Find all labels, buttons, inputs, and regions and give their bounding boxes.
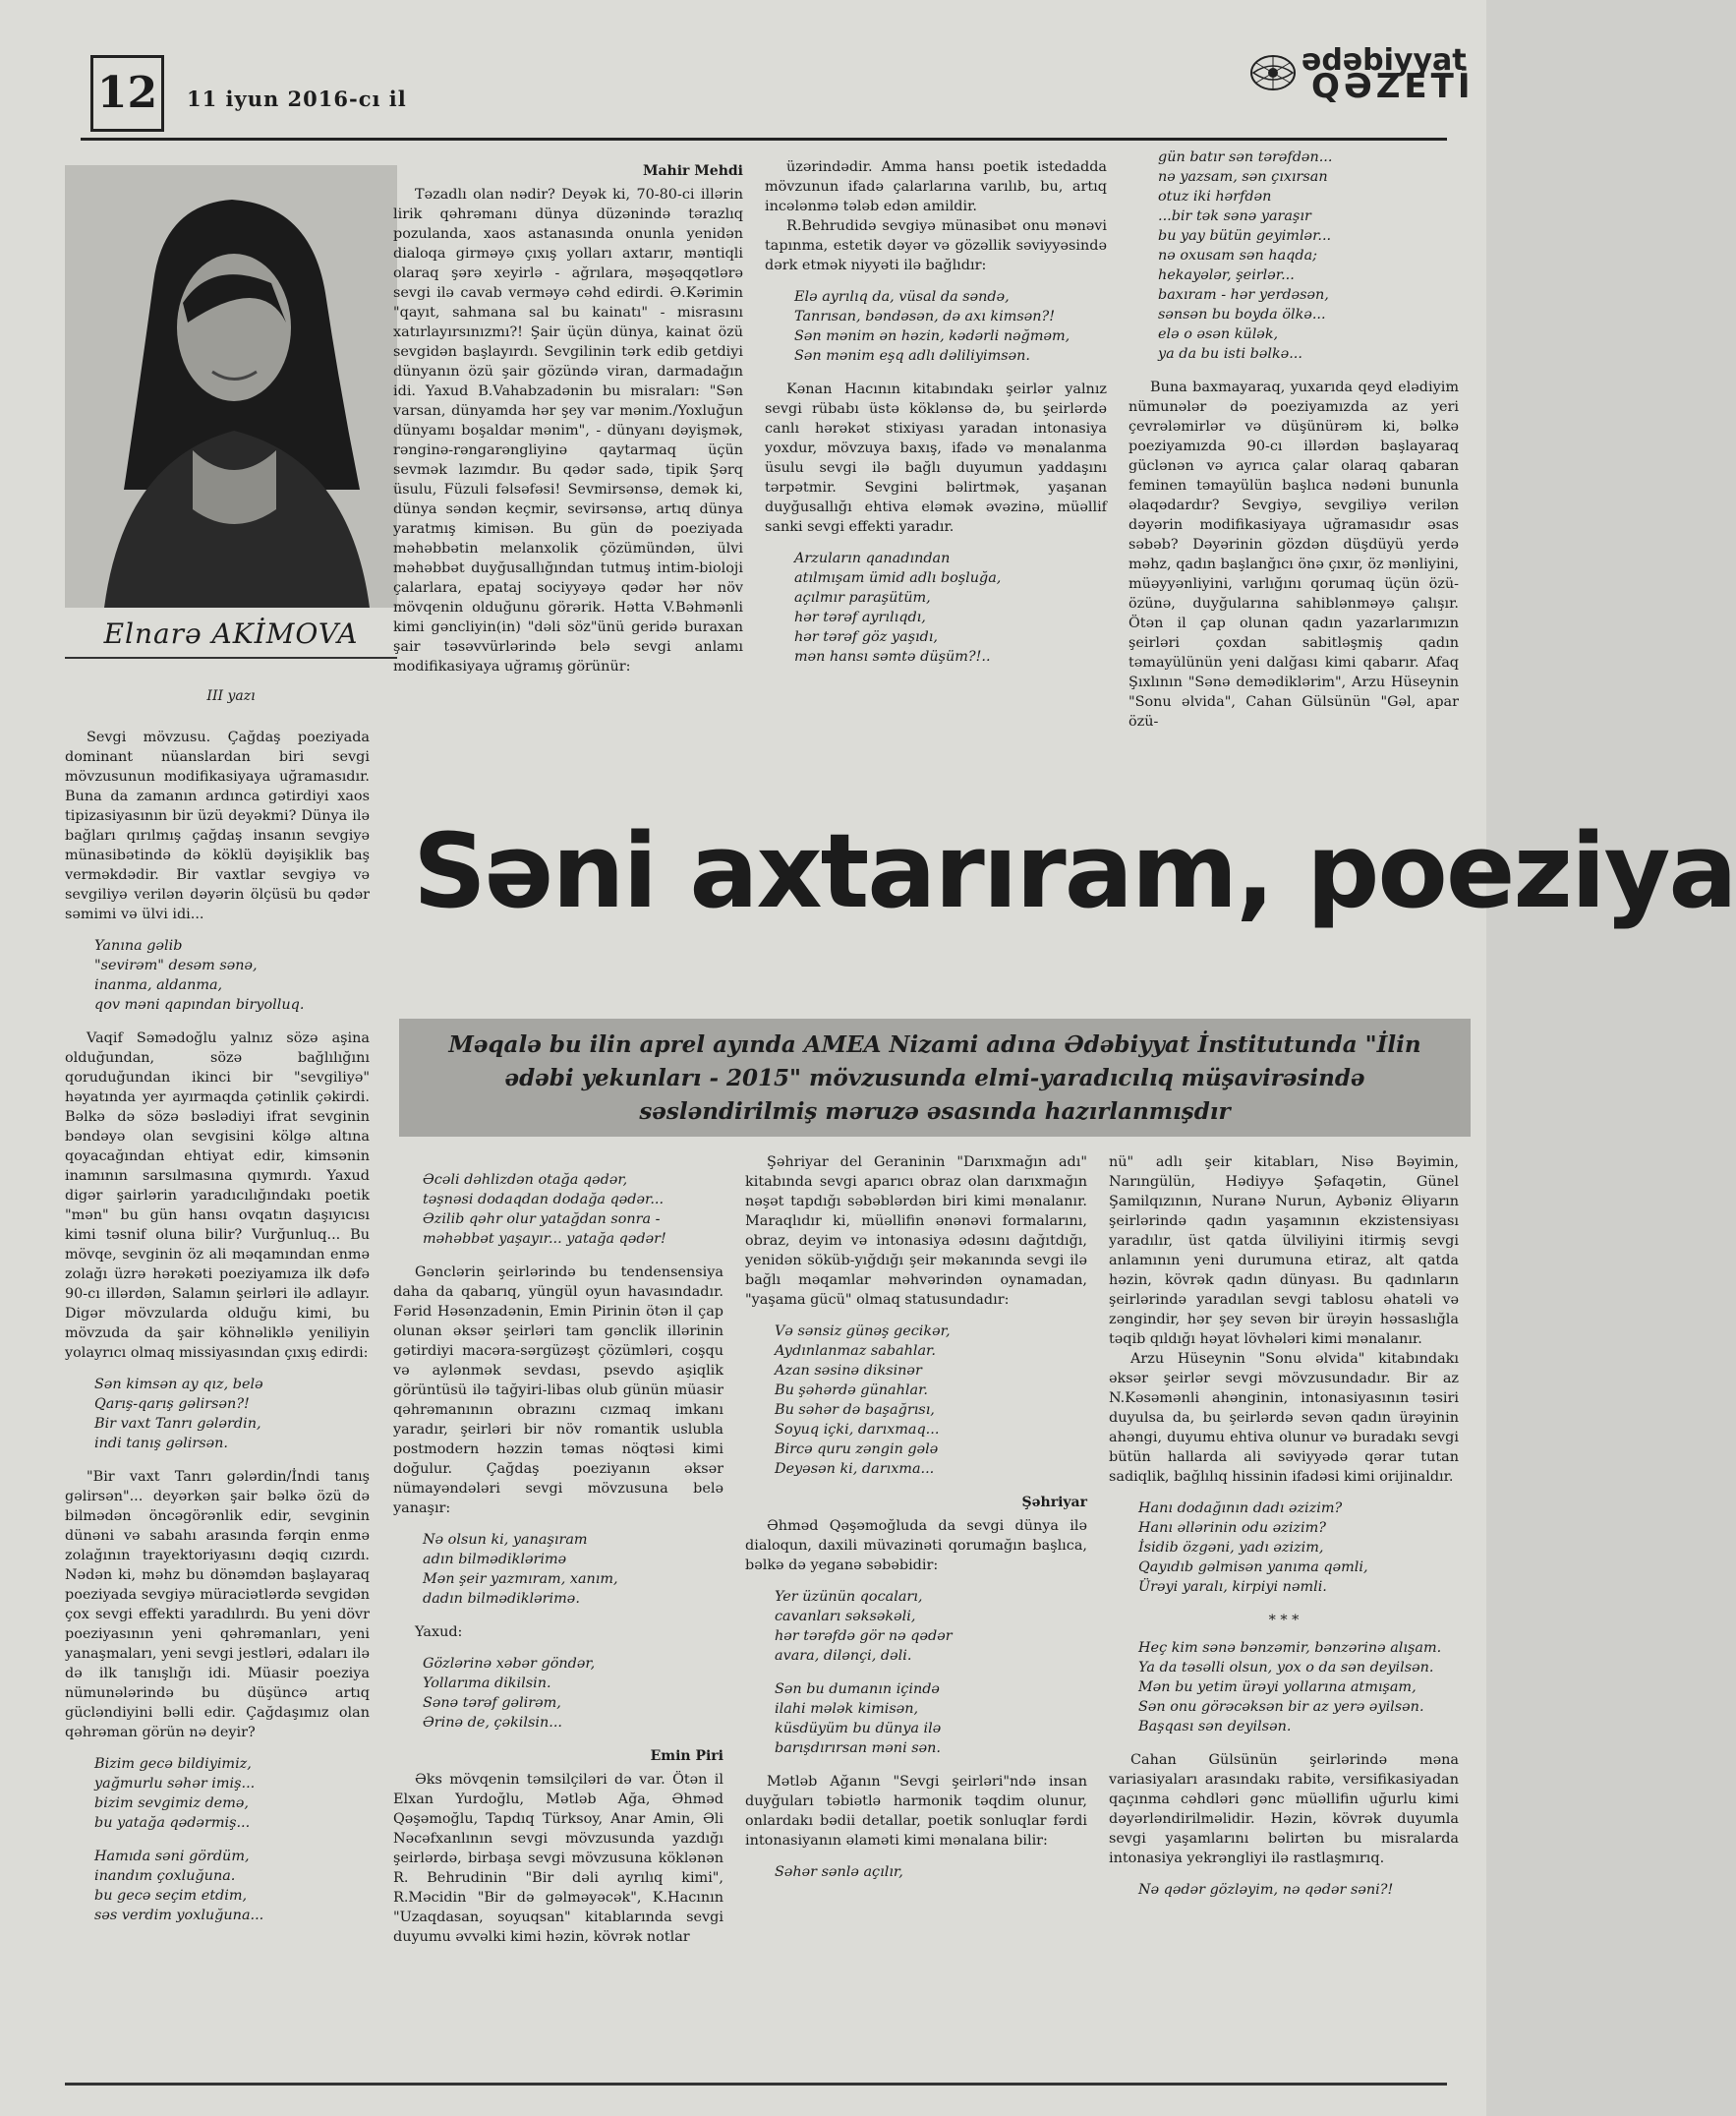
page-number: 12 — [90, 55, 164, 132]
poem: Heç kim sənə bənzəmir, bənzərinə alışam. Ya da təsəlli olsun, yox o da sən deyilsən. Mən bu yetim ürəyi yollarına atmışam, Sən onu görəcəksən bir az yerə əyilsən. Başqası sən deyilsən. — [1138, 1640, 1442, 1734]
paragraph: Vaqif Səmədoğlu yalnız sözə aşina olduğundan, sözə bağlılığını qoruduğundan ikinci bir "sevgiliyə" həyatında yer ayırmaqda çətinlik çəkirdi. Bəlkə də sözə bəslədiyi ifrat sevginin bəndəyə olan sevgisini kölgə altına qoyacağından ehtiyat edir, kimsənin inamının sarsılmasına qıymırdı. Yaxud digər şairlərin yaradıcılığındakı poetik "mən" bu gün hansı ovqatın daşıyıcısı kimi təsnif oluna bilir? Vurğunluq... Bu mövqe, sevginin öz ali məqamından enmə zolağı üzrə hərəkəti poeziyamıza ilk dəfə 90-cı illərdən, Salamın şeirləri ilə adlayır. Digər mövzularda olduğu kimi, bu mövzuda da şair köhnəliklə yeniliyin yolayrıcı olmaq missiyasından çıxış edirdi: — [65, 1030, 370, 1361]
poem: Gözlərinə xəbər göndər, Yollarıma dikilsin. Sənə tərəf gəlirəm, Ərinə de, çəkilsin... — [423, 1656, 596, 1731]
paragraph: R.Behrudidə sevgiyə münasibət onu mənəvi tapınma, estetik dəyər və gözəllik səviyyəsində dərk etmək niyyəti ilə bağlıdır: — [765, 218, 1107, 273]
poem: Hanı dodağının dadı əzizim? Hanı əllərinin odu əzizim? İsidib özgəni, yadı əzizim, Qayıdıb gəlmisən yanıma qəmli, Ürəyi yaralı, kirpiyi nəmli. — [1138, 1500, 1368, 1595]
poem-author-signature: Emin Piri — [650, 1748, 723, 1764]
paragraph: Gənclərin şeirlərində bu tendensensiya daha da qabarıq, yüngül oyun havasındadır. Fərid Həsənzadənin, Emin Pirinin ötən il çap olunan əksər şeirləri tam gənclik illərinin gətirdiyi macəra-sərgüzəşt çözümləri, coşqu və aylənmək sevdası, psevdo aşiqlik görüntüsü ilə tağyiri-libas olub günün müasir qəhrəmanının obrazını cızmaq imkanı yaradır, şeirləri bir növ romantik uslubla postmodern həzzin təmas nöqtəsi kimi doğulur. Çağdaş poeziyanın əksər nümayəndələri sevgi mövzusuna belə yanaşır: — [393, 1264, 723, 1516]
paragraph: Sevgi mövzusu. Çağdaş poeziyada dominant nüanslardan biri sevgi mövzusunun modifikasiyaya uğramasıdır. Buna da zamanın ardınca gətirdiyi xaos tipizasiyasının bir üzü deyəkmi? Dünya ilə bağları qırılmış çağdaş insanın sevgiyə münasibətində də köklü dəyişiklik baş verməkdədir. Bir vaxtlar sevgiyə və sevgiliyə verilən dəyərin ölçüsü bu qədər səmimi və ülvi idi... — [65, 730, 370, 922]
lower-column-1 — [393, 1170, 723, 1947]
section-stars: * * * — [1268, 1613, 1300, 1628]
author-photo — [65, 165, 397, 608]
lead-box: Məqalə bu ilin aprel ayında AMEA Nizami adına Ədəbiyyat İnstitutunda "İlin ədəbi yekunları - 2015" mövzusunda elmi-yaradıcılıq müşavirəsində səsləndirilmiş məruzə əsasında hazırlanmışdır — [399, 1019, 1471, 1137]
author-rule — [65, 657, 397, 659]
poem: Arzuların qanadından atılmışam ümid adlı boşluğa, açılmır paraşütüm, hər tərəf ayrılıqdı, hər tərəf göz yaşıdı, mən hansı səmtə düşüm?!.. — [794, 551, 1002, 665]
page-header — [81, 43, 1475, 142]
paragraph: üzərindədir. Amma hansı poetik istedadda mövzunun ifadə çalarlarına varılıb, bu, artıq incələnmə tələb edən amildir. — [765, 159, 1107, 214]
poem: Hamıda səni gördüm, inandım çoxluğuna. bu gecə seçim etdim, səs verdim yoxluğuna... — [94, 1849, 264, 1923]
lower-column-3 — [1109, 1152, 1459, 1913]
poem-author-signature: Şəhriyar — [1021, 1495, 1087, 1510]
paragraph: Əhməd Qəşəmoğluda da sevgi dünya ilə dialoqun, daxili müvazinəti qorumağın başlıca, bəlkə də yeganə səbəbidir: — [745, 1518, 1087, 1573]
author-name: Elnarə AKİMOVA — [103, 617, 359, 650]
poem: Sən bu dumanın içində ilahi mələk kimisən, küsdüyüm bu dünya ilə barışdırırsan məni sən. — [775, 1681, 942, 1756]
paragraph: Təzadlı olan nədir? Deyək ki, 70-80-ci illərin lirik qəhrəmanı dünya düzənində tərazlıq pozulanda, xaos astanasında onunla yenidən dialoqa girməyə çıxış yolları axtarır, məntiqli olaraq şərə xeyirlə - ağrılara, məşəqqətlərə sevgi ilə cavab verməyə cəhd edirdi. Ə.Kərimin "qayıt, sahmana sal bu kainatı" - misrasını xatırlayırsınızmı?! Şair üçün dünya, kainat özü sevgidən başlayırdı. Sevgilinin tərk edib getdiyi dünyanın özü şair gözündə viran, darmadağın idi. Yaxud B.Vahabzadənin bu misraları: "Sən varsan, dünyamda hər şey var mənim./Yoxluğun dünyamı boşaldar mənim", - dünyanı dəyişmək, rənginə-rəngarəngliyinə qaytarmaq üçün sevmək lazımdır. Bu qədər sadə, tipik Şərq üsulu, Füzuli fəlsəfəsi! Sevmirsənsə, demək ki, dünya səndən keçmir, sevirsənsə, artıq dünya yaratmış kimisən. Bu gün də poeziyada məhəbbətin melanxolik çözümündən, ülvi məhəbbət duyğusallığından tutmuş intim-bioloji çalarlara, epataj sociyyəyə qədər hər növ mövqenin olduğunu görərik. Hətta V.Bəhmənli kimi gəncliyin(in) "dəli söz"ünü geridə buraxan şair təsəvvürlərində belə sevgi anlamı modifikasiyaya uğramış görünür: — [393, 187, 743, 675]
poem-author-signature: Mahir Mehdi — [642, 163, 743, 179]
newspaper-logo — [1241, 43, 1475, 106]
paragraph: nü" adlı şeir kitabları, Nisə Bəyimin, Narıngülün, Hədiyyə Şəfaqətin, Günel Şamilqızının, Nuranə Nurun, Aybəniz Əliyarın şeirlərində qadın yaşamının ekzistensiyası yaradılır, üst qatda ülviliyini itirmiş sevgi anlamının yeni durumuna etiraz, alt qatda həzin, kövrək qadın dünyası. Bu qadınların şeirlərində yaradılan sevgi tablosu əhatəli və zəngindir, hər şey sevən bir ürəyin həssaslığla təqib qıldığı həyat lövhələri kimi mənalanır. — [1109, 1154, 1459, 1347]
lower-column-2 — [745, 1152, 1087, 1896]
article-headline: Səni axtarıram, poeziya — [413, 811, 1736, 931]
poem: gün batır sən tərəfdən... nə yazsam, sən çıxırsan otuz iki hərfdən ...bir tək sənə yaraşır bu yay bütün geyimlər... nə oxusam sən haqda; hekayələr, şeirlər... baxıram - hər yerdəsən, sənsən bu boyda ölkə... elə o əsən külək, ya da bu isti bəlkə... — [1158, 149, 1333, 362]
poem: Yer üzünün qocaları, cavanları səksəkəli, hər tərəfdə gör nə qədər avara, dilənçi, dəli. — [775, 1589, 953, 1664]
logo-bottom-text: QƏZETİ — [1311, 67, 1475, 106]
paragraph: Şəhriyar del Geraninin "Darıxmağın adı" kitabında sevgi aparıcı obraz olan darıxmağın nəşət tapdığı səbəblərdən biri kimi mənalanır. Maraqlıdır ki, müəllifin ənənəvi formalarını, obraz, deyim və intonasiya ədəsını dağıtdığı, yenidən söküb-yığdığı şeir məkanında sevgi ilə bağlı məqamlar məhvərindən oynamadan, "yaşama gücü" olmaq statusundadır: — [745, 1154, 1087, 1308]
column-3 — [765, 157, 1107, 680]
paragraph: Arzu Hüseynin "Sonu əlvida" kitabındakı əksər şeirlər sevgi mövzusundadır. Bir az N.Kəsəmənli ahənginin, intonasiyasının təsiri duyulsa da, bu şeirlərdə sevən qadın ürəyinin ahəngi, duyumu ehtiva olunur və buradakı sevgi bütün hallarda ali səviyyədə qərar tutan sadiqlik, bağlılıq hissinin ifadəsi kimi orijinaldır. — [1109, 1351, 1459, 1485]
poem: Nə olsun ki, yanaşıram adın bilmədiklərimə Mən şeir yazmıram, xanım, dadın bilmədiklərimə. — [423, 1532, 618, 1607]
paragraph: Yaxud: — [415, 1624, 463, 1640]
paragraph: Kənan Hacının kitabındakı şeirlər yalnız sevgi rübabı üstə köklənsə də, bu şeirlərdə canlı hərəkət stixiyası yaradan intonasiya yoxdur, mövzuya baxış, ifadə və mənalanma üsulu sevgi ilə bağlı duyumun yaddaşını tərpətmir. Sevgini bəlirtmək, yaşanan duyğusallığı ehtiva eləmək əvəzinə, müəllif sanki sevgi effekti yaradır. — [765, 382, 1107, 535]
series-label: III yazı — [206, 688, 256, 704]
poem: Səhər sənlə açılır, — [775, 1864, 903, 1880]
column-1 — [65, 728, 370, 1939]
paragraph: Buna baxmayaraq, yuxarıda qeyd elədiyim nümunələr də poeziyamızda az yeri çevrələmirlər və düşünürəm ki, bəlkə poeziyamızda 90-cı illərdən başlayaraq güclənən və ayrıca çalar olaraq qabaran feminen təmayülün başlıca nədəni bununla əlaqədardır? Sevgiyə, sevgiliyə verilən dəyərin modifikasiyaya uğramasıdır əsas səbəb? Dəyərinin gözdən düşdüyü yerdə məhz, qadın başlanğıcı önə çıxır, öz mənliyini, müəyyənliyini, varlığını qorumaq üçün özü-özünə, duyğularına sahiblənməyə çalışır. Ötən il çap olunan qadın yazarlarımızın şeirləri çoxdan sabitləşmiş qadın təmayülünün yeni dalğası kimi qabarır. Afaq Şıxlının "Sənə demədiklərim", Arzu Hüseynin "Sonu əlvida", Cahan Gülsünün "Gəl, apar özü- — [1128, 380, 1459, 730]
globe-emblem-icon — [1248, 53, 1298, 92]
poem: Yanına gəlib "sevirəm" desəm sənə, inanma, aldanma, qov məni qapından biryolluq. — [94, 938, 305, 1013]
footer-rule — [65, 2083, 1447, 2086]
paragraph: Əks mövqenin təmsilçiləri də var. Ötən il Elxan Yurdoğlu, Mətləb Ağa, Əhməd Qəşəmoğlu, Tapdıq Türksoy, Anar Amin, Əli Nəcəfxanlının sevgi mövzusunda yazdığı şeirlərdə, birbaşa sevgi mövzusuna köklənən R. Behrudinin "Bir dəli ayrılıq kimi", R.Məcidin "Bir də gəlməyəcək", K.Hacının "Uzaqdasan, soyuqsan" kitablarında sevgi duyumu əvvəlki kimi həzin, kövrək notlar — [393, 1772, 723, 1945]
poem: Sən kimsən ay qız, belə Qarış-qarış gəlirsən?! Bir vaxt Tanrı gələrdin, indi tanış gəlirsən. — [94, 1377, 263, 1451]
poem: Nə qədər gözləyim, nə qədər səni?! — [1138, 1882, 1394, 1898]
poem: Əcəli dəhlizdən otağa qədər, təşnəsi dodaqdan dodağa qədər... Əzilib qəhr olur yatağdan sonra - məhəbbət yaşayır... yatağa qədər! — [423, 1172, 666, 1247]
poem: Bizim gecə bildiyimiz, yağmurlu səhər imiş... bizim sevgimiz demə, bu yatağa qədərmiş... — [94, 1756, 256, 1831]
paragraph: "Bir vaxt Tanrı gələrdin/İndi tanış gəlirsən"... deyərkən şair bəlkə özü də bilmədən öncəgörənlik edir, sevginin dünəni və sabahı arasında fərqin enmə zolağının trayektoriyasını dəqiq cızırdı. Nədən ki, məhz bu dönəmdən başlayaraq poeziyada sevgiyə müraciətlərdə sevgidən çox sevgi effekti yaradılırdı. Bu yeni dövr poeziyasının yeni qəhrəmanları, yeni yanaşmaları, yeni sevgi jestləri, ədaları ilə də ilk tanışlığı idi. Müasir poeziya nümunələrində bu düşüncə artıq gücləndiyini bəlli edir. Çağdaşımız olan qəhrəman görün nə deyir? — [65, 1469, 370, 1740]
header-rule — [81, 138, 1447, 141]
poem: Elə ayrılıq da, vüsal da səndə, Tanrısan, bəndəsən, də axı kimsən?! Sən mənim ən həzin, kədərli nəğməm, Sən mənim eşq adlı dəliliyimsən. — [794, 289, 1071, 364]
column-2 — [393, 157, 743, 676]
paragraph: Mətləb Ağanın "Sevgi şeirləri"ndə insan duyğuları təbiətlə harmonik təqdim olunur, onlardakı bədii detallar, poetik sonluqlar fərdi intonasiyanın əlaməti kimi mənalana bilir: — [745, 1774, 1087, 1849]
poem: Və sənsiz günəş gecikər, Aydınlanmaz sabahlar. Azan səsinə diksinər Bu şəhərdə günahlar. Bu səhər də başağrısı, Soyuq içki, darıxmaq... Bircə quru zəngin gələ Deyəsən ki, darıxma... — [775, 1323, 951, 1477]
logo-top-text: ədəbiyyat — [1302, 43, 1467, 78]
paragraph: Cahan Gülsünün şeirlərində məna variasiyaları arasındakı rabitə, versifikasiyadan qaçınma cəhdləri gənc müəllifin uğurlu kimi dəyərləndirilməlidir. Həzin, kövrək duyumla sevgi yaşamlarını bəlirtən bu misralarda intonasiya yekrəngliyi ilə rastlaşmırıq. — [1109, 1752, 1459, 1866]
issue-date: 11 iyun 2016-cı il — [187, 87, 407, 111]
column-4 — [1128, 147, 1459, 732]
